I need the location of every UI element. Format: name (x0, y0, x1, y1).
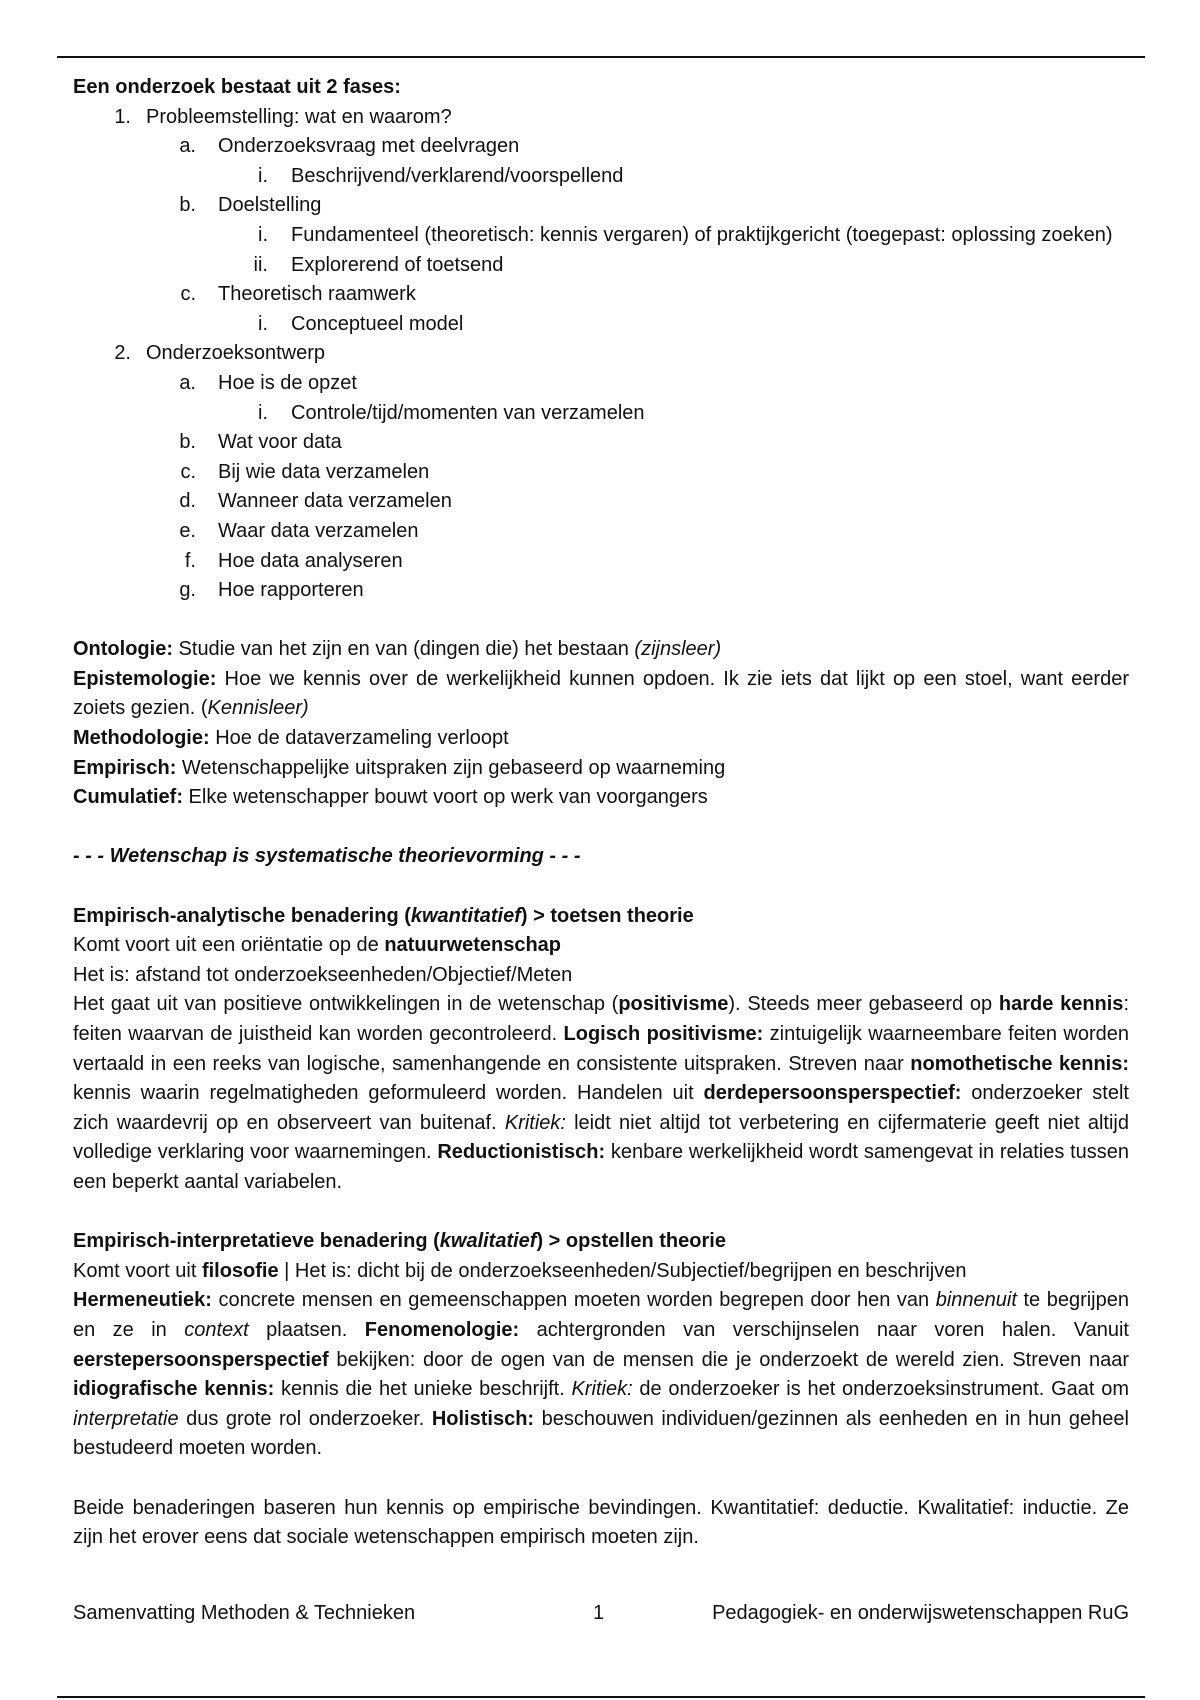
page-footer (73, 1598, 1129, 1628)
analytic-characteristics: Het is: afstand tot onderzoekseenheden/Objectief/Meten (73, 963, 573, 986)
outline-subitem: f. Hoe data analyseren (184, 549, 403, 572)
outline-subsubitem: i. Beschrijvend/verklarend/voorspellend (258, 164, 624, 187)
outline-subsubitem: i. Fundamenteel (theoretisch: kennis vergaren) of praktijkgericht (toegepast: oplossing zoeken) (258, 223, 1113, 246)
top-rule (57, 56, 1145, 58)
definition-methodologie: Methodologie: Hoe de dataverzameling verloopt (73, 727, 509, 750)
bottom-rule (57, 1696, 1145, 1698)
interpretive-paragraph: Hermeneutiek: concrete mensen en gemeenschappen moeten worden begrepen door hen van binnenuit te begrijpen en ze in context plaatsen. Fenomenologie: achtergronden van verschijnselen naar voren halen. Vanuit eerstepersoonsperspectief bekijken: door de ogen van de mensen die je onderzoekt de wereld zien. Streven naar idiografische kennis: kennis die het unieke beschrijft. Kritiek: de onderzoeker is het onderzoeksinstrument. Gaat om interpretatie dus grote rol onderzoeker. Holistisch: beschouwen individuen/gezinnen als eenheden en in hun geheel bestudeerd moeten worden. (73, 1289, 1129, 1460)
outline-subitem: b. Wat voor data (179, 431, 342, 454)
outline-subitem: c. Theoretisch raamwerk (180, 283, 416, 306)
definition-empirisch: Empirisch: Wetenschappelijke uitspraken zijn gebaseerd op waarneming (73, 756, 726, 779)
interpretive-origin: Komt voort uit filosofie | Het is: dicht bij de onderzoekseenheden/Subjectief/begrijpen en beschrijven (73, 1259, 967, 1282)
outline-subsubitem: ii. Explorerend of toetsend (253, 253, 504, 276)
outline-subitem: a. Onderzoeksvraag met deelvragen (179, 135, 520, 158)
footer-institution: Pedagogiek- en onderwijswetenschappen RuG (712, 1602, 1129, 1624)
analytic-paragraph: Het gaat uit van positieve ontwikkelingen in de wetenschap (positivisme). Steeds meer gebaseerd op harde kennis: feiten waarvan de juistheid kan worden gecontroleerd. Logisch positivisme: zintuigelijk waarneembare feiten worden vertaald in een reeks van logische, samenhangende en consistente uitspraken. Streven naar nomothetische kennis: kennis waarin regelmatigheden geformuleerd worden. Handelen uit derdepersoonsperspectief: onderzoeker stelt zich waardevrij op en observeert van buitenaf. Kritiek: leidt niet altijd tot verbetering en cijfermaterie geeft niet altijd volledige verklaring voor waarnemingen. Reductionistisch: kenbare werkelijkheid wordt samengevat in relaties tussen een beperkt aantal variabelen. (73, 993, 1130, 1193)
closing-paragraph: Beide benaderingen baseren hun kennis op empirische bevindingen. Kwantitatief: deductie. Kwalitatief: inductie. Ze zijn het erover eens dat sociale wetenschappen empirisch moeten zijn. (73, 1496, 1129, 1549)
outline-subitem: b. Doelstelling (179, 194, 322, 217)
outline-subitem: e. Waar data verzamelen (179, 519, 419, 542)
outline-subsubitem: i. Conceptueel model (258, 312, 464, 335)
section-heading: Een onderzoek bestaat uit 2 fases: (73, 76, 401, 98)
definition-cumulatief: Cumulatief: Elke wetenschapper bouwt voort op werk van voorgangers (73, 786, 708, 809)
outline-item: 1. Probleemstelling: wat en waarom? (114, 105, 452, 128)
outline-item: 2. Onderzoeksontwerp (114, 342, 325, 365)
outline-subitem: a. Hoe is de opzet (179, 371, 357, 394)
page-number: 1 (593, 1602, 605, 1624)
outline-subitem: g. Hoe rapporteren (179, 579, 364, 602)
interpretive-heading: Empirisch-interpretatieve benadering (kwalitatief) > opstellen theorie (73, 1230, 726, 1253)
definition-epistemologie: Epistemologie: Hoe we kennis over de werkelijkheid kunnen opdoen. Ik zie iets dat lijkt op een stoel, want eerder zoiets gezien. (Kennisleer) (73, 667, 1129, 720)
section-divider: - - - Wetenschap is systematische theorievorming - - - (73, 845, 581, 868)
page-content (73, 73, 1129, 1553)
analytic-heading: Empirisch-analytische benadering (kwantitatief) > toetsen theorie (73, 904, 694, 927)
outline-subitem: c. Bij wie data verzamelen (180, 460, 430, 483)
analytic-origin: Komt voort uit een oriëntatie op de natuurwetenschap (73, 934, 562, 957)
footer-title: Samenvatting Methoden & Technieken (73, 1602, 416, 1624)
definition-ontologie: Ontologie: Studie van het zijn en van (dingen die) het bestaan (zijnsleer) (73, 638, 722, 661)
outline-subsubitem: i. Controle/tijd/momenten van verzamelen (258, 401, 645, 424)
outline-subitem: d. Wanneer data verzamelen (179, 490, 452, 513)
